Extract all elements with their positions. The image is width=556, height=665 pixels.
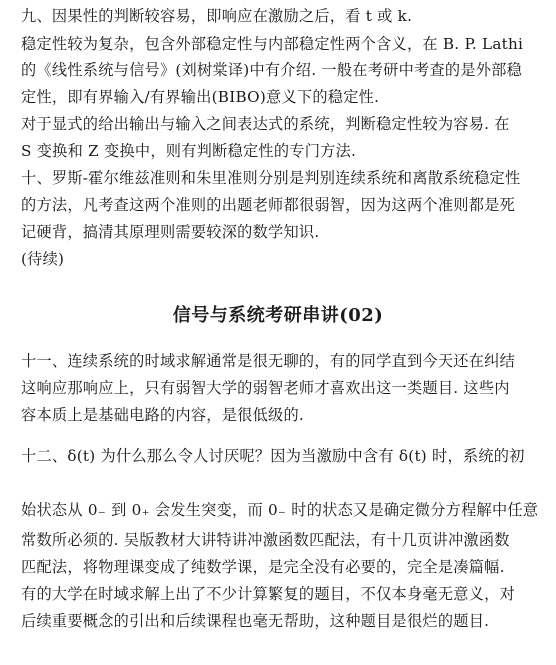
paragraph-line: 的方法，凡考查这两个准则的出题老师都很弱智，因为这两个准则都是死 [21, 196, 515, 214]
paragraph-line: 十二、δ(t) 为什么那么令人讨厌呢？因为当激励中含有 δ(t) 时，系统的初 [21, 447, 525, 465]
paragraph-line: 定性，即有界输入/有界输出(BIBO)意义下的稳定性. [21, 88, 380, 106]
paragraph-line: 有的大学在时域求解上出了不少计算繁复的题目，不仅本身毫无意义，对 [21, 585, 515, 603]
paragraph-line: 稳定性较为复杂，包含外部稳定性与内部稳定性两个含义，在 B. P. Lathi [21, 35, 524, 53]
paragraph-line: 对于显式的给出输出与输入之间表达式的系统，判断稳定性较为容易. 在 [21, 115, 510, 133]
paragraph-line: 十、罗斯-霍尔维兹准则和朱里准则分别是判别连续系统和离散系统稳定性 [21, 169, 521, 187]
paragraph-line: 十一、连续系统的时域求解通常是很无聊的，有的同学直到今天还在纠结 [21, 352, 515, 370]
paragraph-line: 匹配法，将物理课变成了纯数学课，是完全没有必要的，完全是凑篇幅. [21, 558, 505, 576]
section-title: 信号与系统考研串讲(02) [172, 305, 384, 326]
paragraph-line: 的《线性系统与信号》(刘树棠译)中有介绍. 一般在考研中考查的是外部稳 [21, 61, 523, 79]
paragraph-line: 后续重要概念的引出和后续课程也毫无帮助，这种题目是很烂的题目. [21, 612, 490, 630]
paragraph-line: 始状态从 0₋ 到 0₊ 会发生突变，而 0₋ 时的状态又是确定微分方程解中任意 [21, 501, 539, 519]
paragraph-line: (待续) [21, 250, 65, 268]
paragraph-line: 容本质上是基础电路的内容，是很低级的. [21, 406, 304, 424]
paragraph-line: 这响应那响应上，只有弱智大学的弱智老师才喜欢出这一类题目. 这些内 [21, 379, 510, 397]
paragraph-line: S 变换和 Z 变换中，则有判断稳定性的专门方法. [21, 142, 357, 160]
paragraph-line: 记硬背，搞清其原理则需要较深的数学知识. [21, 223, 320, 241]
paragraph-line: 常数所必须的. 吴版教材大讲特讲冲激函数匹配法，有十几页讲冲激函数 [21, 531, 510, 549]
paragraph-line: 九、因果性的判断较容易，即响应在激励之后，看 t 或 k. [21, 7, 413, 25]
